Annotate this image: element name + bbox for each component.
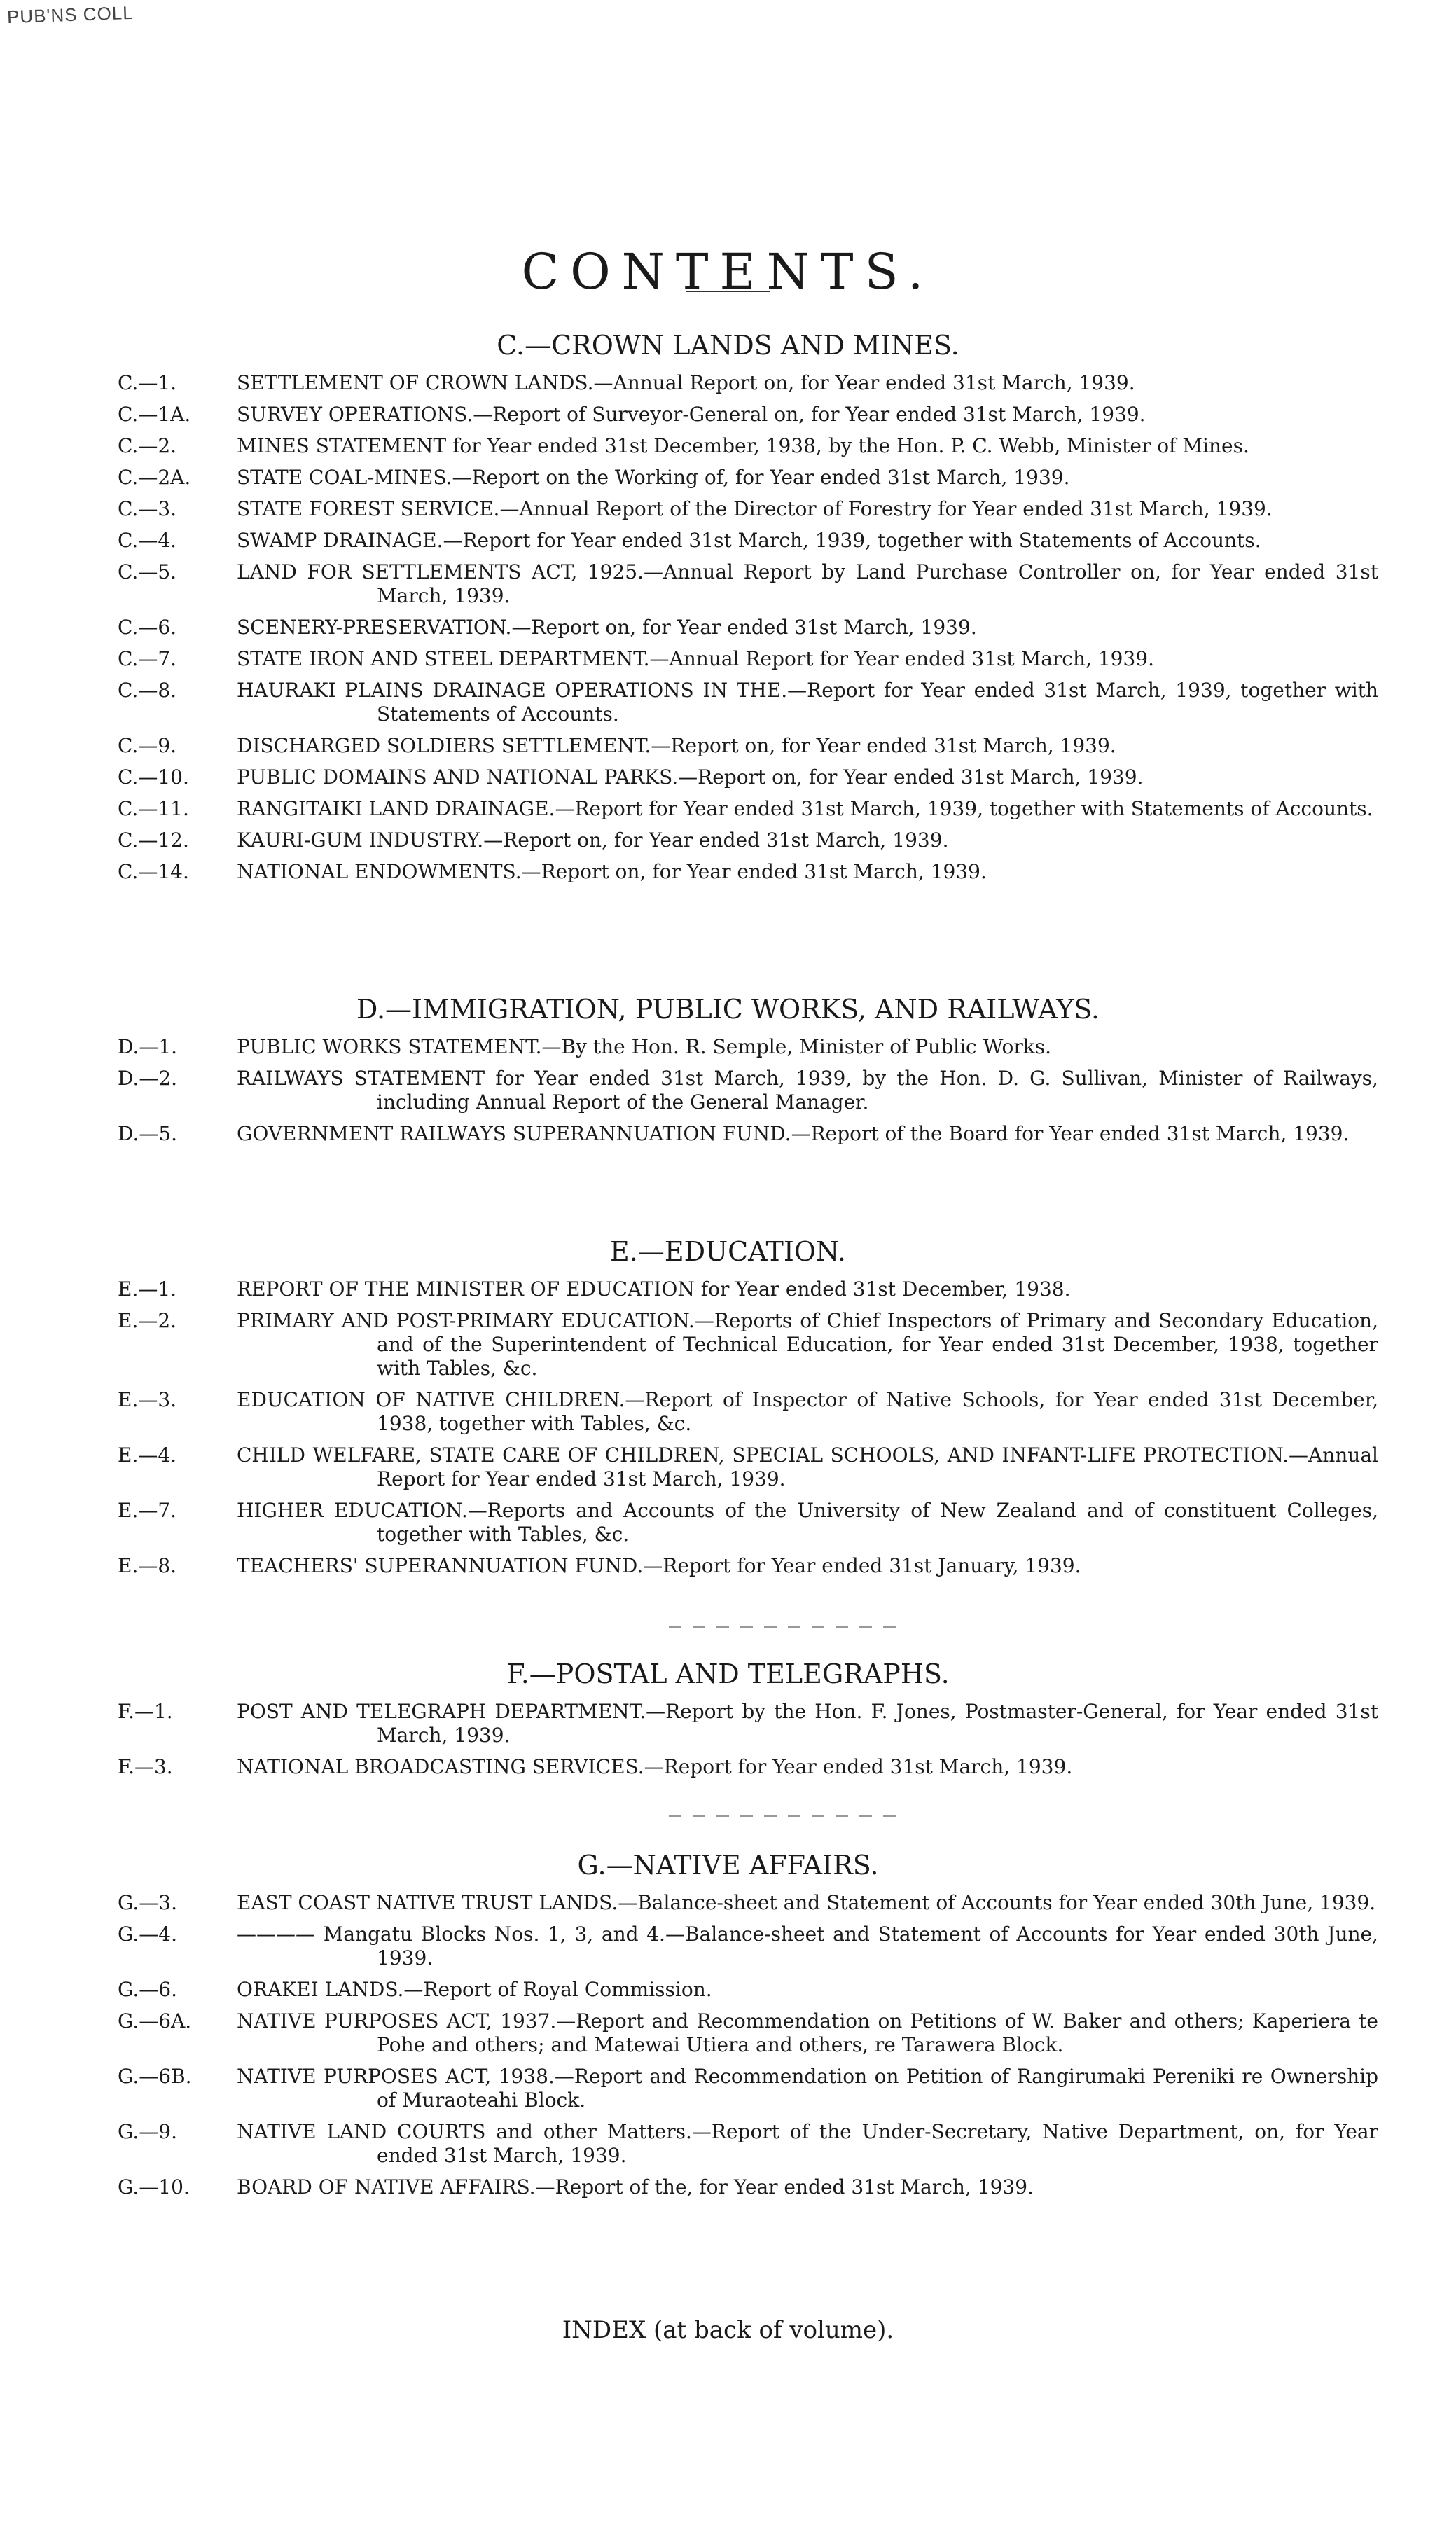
section-heading: D.—IMMIGRATION, PUBLIC WORKS, AND RAILWAYS. [356, 994, 1100, 1025]
entry-text: POST AND TELEGRAPH DEPARTMENT.—Report by the Hon. F. Jones, Postmaster-General, for Year ended 31st March, 1939. [237, 1700, 1378, 1747]
entry-code: F.—1. [118, 1700, 173, 1723]
entry-code: D.—5. [118, 1122, 178, 1145]
contents-entry [0, 1443, 1456, 1491]
entry-text: MINES STATEMENT for Year ended 31st December, 1938, by the Hon. P. C. Webb, Minister of Mines. [237, 434, 1249, 457]
section-native-affairs [0, 1848, 1456, 2207]
entry-code: G.—3. [118, 1891, 177, 1914]
entry-code: E.—1. [118, 1278, 177, 1301]
contents-entry [0, 647, 1456, 671]
contents-entry [0, 2065, 1456, 2112]
contents-entry [0, 403, 1456, 427]
contents-entry [0, 2009, 1456, 2057]
entry-text: SCENERY-PRESERVATION.—Report on, for Year ended 31st March, 1939. [237, 616, 977, 639]
entry-code: D.—1. [118, 1035, 178, 1058]
section-heading: C.—CROWN LANDS AND MINES. [497, 330, 959, 361]
contents-entry [0, 734, 1456, 758]
entry-code: C.—3. [118, 497, 177, 520]
entry-text: STATE FOREST SERVICE.—Annual Report of the Director of Forestry for Year ended 31st March, 1939. [237, 497, 1273, 520]
entry-text: NATIONAL ENDOWMENTS.—Report on, for Year ended 31st March, 1939. [237, 860, 987, 883]
entry-code: G.—9. [118, 2120, 177, 2143]
entry-text: TEACHERS' SUPERANNUATION FUND.—Report for Year ended 31st January, 1939. [237, 1554, 1081, 1577]
contents-entry [0, 1755, 1456, 1779]
section-postal [0, 1656, 1456, 1787]
library-stamp: PUB'NS COLL [6, 1, 134, 28]
entry-text: ORAKEI LANDS.—Report of Royal Commission. [237, 1978, 712, 2001]
entry-code: C.—9. [118, 734, 177, 757]
entry-code: D.—2. [118, 1067, 178, 1090]
entry-code: G.—10. [118, 2175, 190, 2199]
contents-entry [0, 1067, 1456, 1114]
entry-text: NATIVE PURPOSES ACT, 1937.—Report and Recommendation on Petitions of W. Baker and others; Kaperiera te Pohe and others; and Matewai Utiera and others, re Tarawera Block. [237, 2009, 1378, 2056]
entry-code: C.—1. [118, 371, 177, 394]
contents-entry [0, 1923, 1456, 1970]
entry-code: G.—4. [118, 1923, 177, 1946]
section-education [0, 1234, 1456, 1586]
section-heading: G.—NATIVE AFFAIRS. [577, 1850, 879, 1881]
section-divider [669, 1815, 907, 1817]
entry-code: G.—6. [118, 1978, 177, 2001]
entry-code: C.—5. [118, 560, 177, 583]
entry-code: G.—6A. [118, 2009, 192, 2033]
section-crown-lands [0, 328, 1456, 892]
entry-text: LAND FOR SETTLEMENTS ACT, 1925.—Annual Report by Land Purchase Controller on, for Year ended 31st March, 1939. [237, 560, 1378, 607]
section-heading: F.—POSTAL AND TELEGRAPHS. [506, 1659, 950, 1689]
entry-code: E.—8. [118, 1554, 177, 1577]
entry-text: KAURI-GUM INDUSTRY.—Report on, for Year ended 31st March, 1939. [237, 829, 949, 852]
entry-code: C.—7. [118, 647, 177, 670]
entry-text: SWAMP DRAINAGE.—Report for Year ended 31st March, 1939, together with Statements of Accounts. [237, 529, 1261, 552]
entry-text: ———— Mangatu Blocks Nos. 1, 3, and 4.—Balance-sheet and Statement of Accounts for Year ended 30th June, 1939. [237, 1923, 1378, 1969]
contents-entry [0, 616, 1456, 639]
entry-code: E.—3. [118, 1388, 177, 1411]
entry-text: RANGITAIKI LAND DRAINAGE.—Report for Year ended 31st March, 1939, together with Statements of Accounts. [237, 797, 1373, 820]
contents-entry [0, 1499, 1456, 1546]
entry-code: C.—14. [118, 860, 189, 883]
contents-entry [0, 797, 1456, 821]
entry-text: NATIVE PURPOSES ACT, 1938.—Report and Recommendation on Petition of Rangirumaki Pereniki re Ownership of Muraoteahi Block. [237, 2065, 1378, 2112]
contents-entry [0, 1122, 1456, 1146]
section-heading: E.—EDUCATION. [610, 1236, 846, 1267]
entry-text: HIGHER EDUCATION.—Reports and Accounts of the University of New Zealand and of constituent Colleges, together with Tables, &c. [237, 1499, 1378, 1546]
entry-text: EAST COAST NATIVE TRUST LANDS.—Balance-sheet and Statement of Accounts for Year ended 30th June, 1939. [237, 1891, 1376, 1914]
contents-entry [0, 1388, 1456, 1436]
contents-entry [0, 371, 1456, 395]
contents-entry [0, 466, 1456, 490]
contents-entry [0, 829, 1456, 852]
entry-text: NATIONAL BROADCASTING SERVICES.—Report for Year ended 31st March, 1939. [237, 1755, 1073, 1778]
entry-code: C.—12. [118, 829, 189, 852]
entry-text: NATIVE LAND COURTS and other Matters.—Report of the Under-Secretary, Native Department, on, for Year ended 31st March, 1939. [237, 2120, 1378, 2167]
title-rule [686, 291, 770, 292]
contents-entry [0, 679, 1456, 726]
contents-entry [0, 766, 1456, 789]
entry-code: C.—1A. [118, 403, 191, 426]
entry-text: SURVEY OPERATIONS.—Report of Surveyor-General on, for Year ended 31st March, 1939. [237, 403, 1146, 426]
entry-code: E.—2. [118, 1309, 177, 1332]
contents-entry [0, 2120, 1456, 2168]
entry-code: C.—8. [118, 679, 177, 702]
entry-code: C.—10. [118, 766, 189, 789]
entry-code: G.—6B. [118, 2065, 192, 2088]
entry-text: REPORT OF THE MINISTER OF EDUCATION for Year ended 31st December, 1938. [237, 1278, 1071, 1301]
entry-text: STATE IRON AND STEEL DEPARTMENT.—Annual Report for Year ended 31st March, 1939. [237, 647, 1154, 670]
entry-code: C.—4. [118, 529, 177, 552]
contents-entry [0, 1278, 1456, 1301]
entry-code: C.—2A. [118, 466, 191, 489]
contents-entry [0, 1309, 1456, 1380]
index-note: INDEX (at back of volume). [562, 2316, 894, 2344]
contents-entry [0, 497, 1456, 521]
contents-entry [0, 1978, 1456, 2002]
contents-entry [0, 1035, 1456, 1059]
contents-entry [0, 434, 1456, 458]
entry-text: SETTLEMENT OF CROWN LANDS.—Annual Report on, for Year ended 31st March, 1939. [237, 371, 1135, 394]
entry-code: C.—6. [118, 616, 177, 639]
entry-text: PUBLIC WORKS STATEMENT.—By the Hon. R. Semple, Minister of Public Works. [237, 1035, 1051, 1058]
contents-entry [0, 2175, 1456, 2199]
page-title: CONTENTS. [521, 242, 935, 300]
entry-code: E.—4. [118, 1443, 177, 1467]
entry-code: E.—7. [118, 1499, 177, 1522]
contents-entry [0, 860, 1456, 884]
entry-text: STATE COAL-MINES.—Report on the Working of, for Year ended 31st March, 1939. [237, 466, 1070, 489]
entry-code: C.—11. [118, 797, 189, 820]
entry-code: F.—3. [118, 1755, 173, 1778]
entry-text: PUBLIC DOMAINS AND NATIONAL PARKS.—Report on, for Year ended 31st March, 1939. [237, 766, 1144, 789]
section-public-works [0, 992, 1456, 1154]
contents-entry [0, 560, 1456, 608]
contents-entry [0, 1554, 1456, 1578]
contents-entry [0, 1700, 1456, 1747]
entry-text: PRIMARY AND POST-PRIMARY EDUCATION.—Reports of Chief Inspectors of Primary and Secondary Education, and of the Superintendent of Technical Education, for Year ended 31st December, 1938, together with Tables, &c. [237, 1309, 1378, 1380]
entry-text: GOVERNMENT RAILWAYS SUPERANNUATION FUND.—Report of the Board for Year ended 31st March, 1939. [237, 1122, 1350, 1145]
entry-text: HAURAKI PLAINS DRAINAGE OPERATIONS IN THE.—Report for Year ended 31st March, 1939, together with Statements of Accounts. [237, 679, 1378, 726]
entry-text: RAILWAYS STATEMENT for Year ended 31st March, 1939, by the Hon. D. G. Sullivan, Minister of Railways, including Annual Report of the General Manager. [237, 1067, 1378, 1114]
contents-entry [0, 1891, 1456, 1915]
entry-text: BOARD OF NATIVE AFFAIRS.—Report of the, for Year ended 31st March, 1939. [237, 2175, 1034, 2199]
entry-text: DISCHARGED SOLDIERS SETTLEMENT.—Report on, for Year ended 31st March, 1939. [237, 734, 1116, 757]
section-divider [669, 1626, 907, 1628]
contents-entry [0, 529, 1456, 553]
entry-text: CHILD WELFARE, STATE CARE OF CHILDREN, SPECIAL SCHOOLS, AND INFANT-LIFE PROTECTION.—Annual Report for Year ended 31st March, 1939. [237, 1443, 1378, 1490]
entry-text: EDUCATION OF NATIVE CHILDREN.—Report of Inspector of Native Schools, for Year ended 31st December, 1938, together with Tables, &c. [237, 1388, 1378, 1435]
entry-code: C.—2. [118, 434, 177, 457]
